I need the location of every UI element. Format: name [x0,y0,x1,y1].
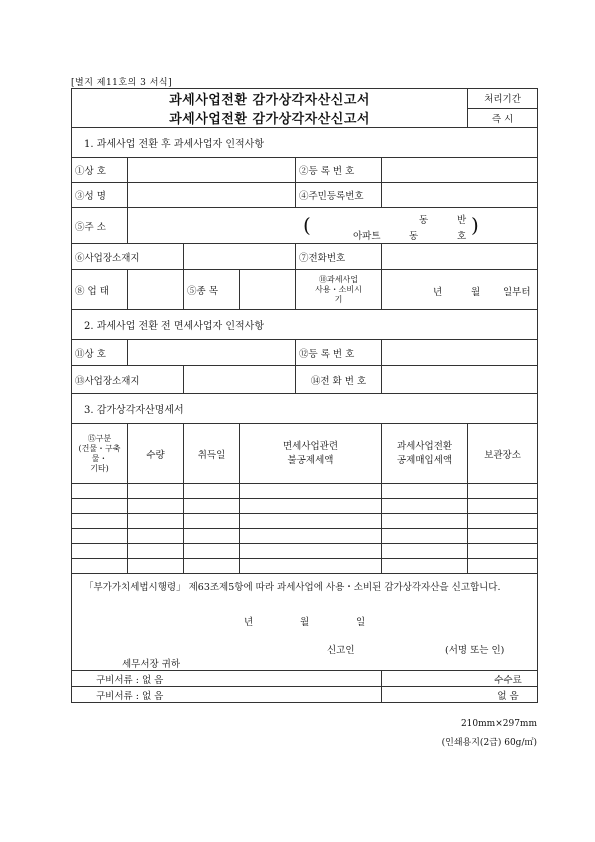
date-year: 년 [433,286,443,298]
use-date-label [296,270,382,310]
trade-name-field[interactable] [128,158,296,183]
prev-phone-label: ⑭전 화 번 호 [296,366,382,394]
section3-heading: 3. 감가상각자산명세서 [72,394,538,424]
processing-period-label: 처리기간 [468,89,538,109]
use-label-line1: ⑩과세사업 [319,274,358,284]
paper-size: 210mm×297mm [460,719,537,729]
trade-name-label: ①상 호 [72,158,128,183]
prev-phone-field[interactable] [382,366,538,394]
use-label-line3: 기 [334,294,343,304]
reg-number-field[interactable] [382,158,538,183]
col-category [72,424,128,484]
section2-heading: 2. 과세사업 전환 전 면세사업자 인적사항 [72,310,538,340]
paren-open: ( [303,212,311,237]
declaration-text: 「부가가치세법시행령」 제63조제5항에 따라 과세사업에 사용・소비된 감가상각자산을 신고합니다. [84,582,501,593]
form-title-repeat: 과세사업전환 감가상각자산신고서 [72,108,468,128]
name-field[interactable] [128,183,296,208]
col-acquisition-date: 취득일 [184,424,240,484]
date-from: 일부터 [503,286,531,298]
decl-day: 일 [356,617,366,628]
col-taxable-line1: 과세사업전환 [397,440,453,452]
form-number: [별지 제11호의 3 서식] [71,78,173,88]
paper-type: (인쇄용지(2급) 60g/㎡) [441,738,537,748]
table-row[interactable] [72,529,538,544]
addr-dong: 동 [419,214,429,226]
required-docs-2: 구비서류 : 없 음 [72,687,382,703]
business-item-field[interactable] [240,270,296,310]
paren-close: ) [471,212,479,237]
business-location-field[interactable] [184,244,296,270]
business-location-label: ⑥사업장소재지 [72,244,184,270]
name-label: ③성 명 [72,183,128,208]
phone-label: ⑦전화번호 [296,244,382,270]
col-category-line1: ⑮구분 [87,433,112,443]
table-row[interactable] [72,514,538,529]
addr-ban: 반 [457,214,467,226]
address-label: ⑤주 소 [72,208,128,244]
col-quantity: 수량 [128,424,184,484]
phone-field[interactable] [382,244,538,270]
table-row[interactable] [72,484,538,499]
form-title: 과세사업전환 감가상각자산신고서 [72,89,468,109]
col-exempt-line2: 불공제세액 [287,454,334,466]
col-exempt-tax [240,424,382,484]
prev-trade-name-label: ⑪상 호 [72,340,128,366]
processing-period-value: 즉 시 [468,108,538,128]
fee-label: 수수료 [382,671,538,687]
resident-number-field[interactable] [382,183,538,208]
table-row[interactable] [72,499,538,514]
col-taxable-line2: 공제매입세액 [397,454,453,466]
addr-apt: 아파트 [353,230,381,242]
declaration-form [71,88,538,703]
use-date-field[interactable] [382,270,538,310]
declaration-block [72,574,538,671]
date-month: 월 [471,286,481,298]
fee-value: 없 음 [382,687,538,703]
prev-business-location-field[interactable] [184,366,296,394]
prev-business-location-label: ⑬사업장소재지 [72,366,184,394]
addr-dong2: 동 [409,230,419,242]
section1-heading: 1. 과세사업 전환 후 과세사업자 인적사항 [72,128,538,158]
prev-reg-number-field[interactable] [382,340,538,366]
address-field[interactable] [128,208,538,244]
addr-ho: 호 [457,230,467,242]
col-category-line2: (건물・구축물・ [78,443,121,463]
table-row[interactable] [72,544,538,559]
business-type-label: ⑧ 업 태 [72,270,128,310]
col-category-line3: 기타) [90,463,109,473]
required-docs-1: 구비서류 : 없 음 [72,671,382,687]
reg-number-label: ②등 록 번 호 [296,158,382,183]
declarant-label: 신고인 [327,645,355,656]
resident-number-label: ④주민등록번호 [296,183,382,208]
col-taxable-tax [382,424,468,484]
col-exempt-line1: 면세사업관련 [282,440,339,452]
addressee: 세무서장 귀하 [122,659,181,670]
business-type-field[interactable] [128,270,184,310]
prev-reg-number-label: ⑫등 록 번 호 [296,340,382,366]
signature-label: (서명 또는 인) [445,645,505,656]
use-label-line2: 사용・소비시 [315,284,362,294]
prev-trade-name-field[interactable] [128,340,296,366]
decl-year: 년 [244,617,254,628]
col-storage: 보관장소 [468,424,538,484]
decl-month: 월 [300,617,310,628]
table-row[interactable] [72,559,538,574]
business-item-label: ⑤종 목 [184,270,240,310]
